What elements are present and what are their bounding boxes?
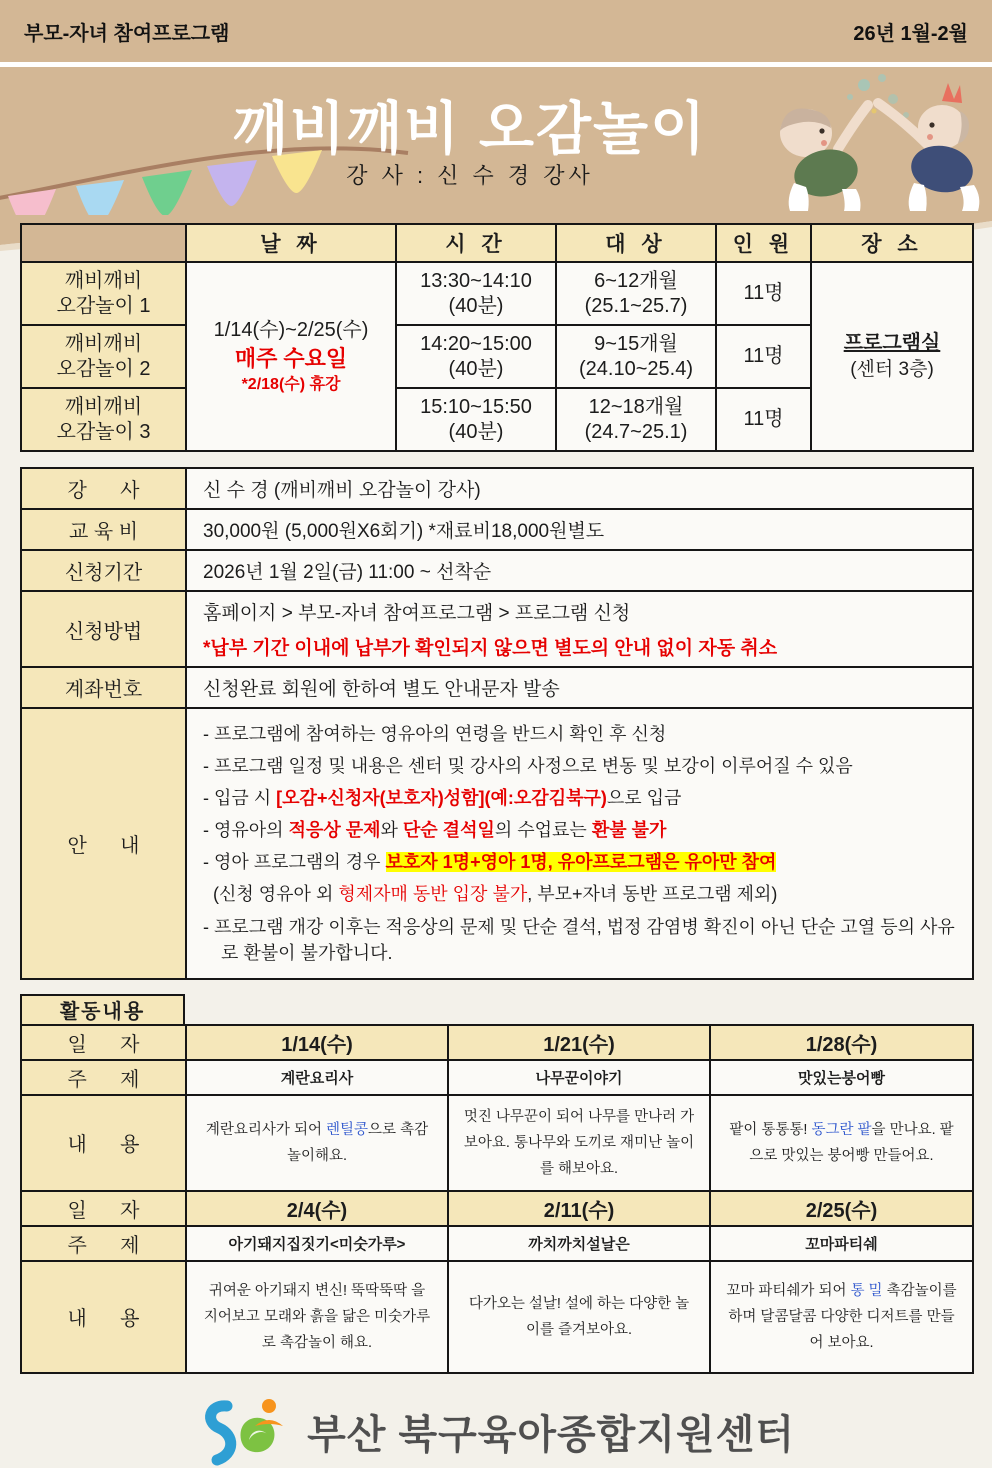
activity-date: 2/25(수) xyxy=(710,1191,973,1226)
time-cell-2: 14:20~15:00 (40분) xyxy=(396,325,556,388)
method-warning: *납부 기간 이내에 납부가 확인되지 않으면 별도의 안내 없이 자동 취소 xyxy=(203,638,778,659)
info-row-fee xyxy=(21,509,973,550)
capacity-cell-2: 11명 xyxy=(716,325,811,388)
info-row-period xyxy=(21,550,973,591)
top-bar xyxy=(0,0,992,62)
activity-topic: 꼬마파티쉐 xyxy=(710,1226,973,1261)
activity-date: 1/21(수) xyxy=(448,1025,710,1060)
label-date-1: 일 자 xyxy=(21,1025,186,1060)
label-notice: 안 내 xyxy=(21,708,186,979)
activity-content: 꼬마 파티쉐가 되어 통 밀 촉감놀이를 하며 달콤달콤 다양한 디저트를 만들어 보아요. xyxy=(710,1261,973,1373)
center-logo-icon xyxy=(197,1396,293,1468)
time-cell-3: 15:10~15:50 (40분) xyxy=(396,388,556,451)
value-method xyxy=(186,591,973,667)
class-name-2: 깨비깨비 오감놀이 2 xyxy=(21,325,186,388)
date-range: 1/14(수)~2/25(수) xyxy=(213,319,369,342)
activity-date: 2/11(수) xyxy=(448,1191,710,1226)
value-account: 신청완료 회원에 한하여 별도 안내문자 발송 xyxy=(186,667,973,708)
activity-content: 멋진 나무꾼이 되어 나무를 만나러 가보아요. 통나무와 도끼로 재미난 놀이를 해보아요. xyxy=(448,1095,710,1191)
no-class-note: *2/18(수) 휴강 xyxy=(241,375,341,393)
capacity-cell-3: 11명 xyxy=(716,388,811,451)
notice-cell xyxy=(186,708,973,979)
schedule-header-capacity: 인 원 xyxy=(716,224,811,262)
value-period: 2026년 1월 2일(금) 11:00 ~ 선착순 xyxy=(186,550,973,591)
activity-date: 1/14(수) xyxy=(186,1025,448,1060)
label-account: 계좌번호 xyxy=(21,667,186,708)
label-topic-1: 주 제 xyxy=(21,1060,186,1095)
value-fee: 30,000원 (5,000원X6회기) *재료비18,000원별도 xyxy=(186,509,973,550)
method-path: 홈페이지 > 부모-자녀 참여프로그램 > 프로그램 신청 xyxy=(203,603,631,624)
label-period: 신청기간 xyxy=(21,550,186,591)
schedule-header-date: 날 짜 xyxy=(186,224,396,262)
schedule-header-blank xyxy=(21,224,186,262)
schedule-header-time: 시 간 xyxy=(396,224,556,262)
activity-topic: 맛있는붕어빵 xyxy=(710,1060,973,1095)
period-label: 26년 1월-2월 xyxy=(853,22,968,45)
label-content-1: 내 용 xyxy=(21,1095,186,1191)
activity-content: 다가오는 설날! 설에 하는 다양한 놀이를 즐겨보아요. xyxy=(448,1261,710,1373)
activity-date: 1/28(수) xyxy=(710,1025,973,1060)
activity-contents-row-1 xyxy=(21,1095,973,1191)
notice-line: - 영아 프로그램의 경우 보호자 1명+영아 1명, 유아프로그램은 유아만 참여 xyxy=(203,852,777,873)
schedule-row-1 xyxy=(21,262,973,325)
notice-line: (신청 영유아 외 형제자매 동반 입장 불가, 부모+자녀 동반 프로그램 제외) xyxy=(203,884,778,905)
schedule-header-place: 장 소 xyxy=(811,224,973,262)
weekly-note: 매주 수요일 xyxy=(234,346,348,372)
activity-dates-row-1 xyxy=(21,1025,973,1060)
activity-topic: 나무꾼이야기 xyxy=(448,1060,710,1095)
activity-topics-row-1 xyxy=(21,1060,973,1095)
class-name-1: 깨비깨비 오감놀이 1 xyxy=(21,262,186,325)
footer xyxy=(0,1396,992,1468)
banner xyxy=(0,67,992,217)
activity-date: 2/4(수) xyxy=(186,1191,448,1226)
activity-topic: 아기돼지집짓기<미숫가루> xyxy=(186,1226,448,1261)
activity-title: 활동내용 xyxy=(20,994,185,1026)
date-cell xyxy=(186,262,396,451)
label-fee: 교 육 비 xyxy=(21,509,186,550)
program-category: 부모-자녀 참여프로그램 xyxy=(24,22,230,45)
target-cell-2: 9~15개월 (24.10~25.4) xyxy=(556,325,716,388)
target-cell-1: 6~12개월 (25.1~25.7) xyxy=(556,262,716,325)
label-method: 신청방법 xyxy=(21,591,186,667)
value-instructor: 신 수 경 (깨비깨비 오감놀이 강사) xyxy=(186,468,973,509)
info-row-account xyxy=(21,667,973,708)
label-date-2: 일 자 xyxy=(21,1191,186,1226)
place-floor: (센터 3층) xyxy=(850,359,934,381)
notice-line: - 프로그램에 참여하는 영유아의 연령을 반드시 확인 후 신청 xyxy=(203,724,667,744)
notice-line: - 영유아의 적응상 문제와 단순 결석일의 수업료는 환불 불가 xyxy=(203,820,667,841)
activity-topics-row-2 xyxy=(21,1226,973,1261)
schedule-header-target: 대 상 xyxy=(556,224,716,262)
info-row-method xyxy=(21,591,973,667)
activity-content: 팥이 통통통! 동그란 팥을 만나요. 팥으로 맛있는 붕어빵 만들어요. xyxy=(710,1095,973,1191)
activity-topic: 계란요리사 xyxy=(186,1060,448,1095)
babies-illustration xyxy=(746,71,986,213)
activity-content: 계란요리사가 되어 렌틸콩으로 촉감놀이해요. xyxy=(186,1095,448,1191)
org-name: 부산 북구육아종합지원센터 xyxy=(307,1413,795,1458)
notice-line: - 입금 시 [오감+신청자(보호자)성함](예:오감김북구)으로 입금 xyxy=(203,788,682,809)
label-content-2: 내 용 xyxy=(21,1261,186,1373)
activity-dates-row-2 xyxy=(21,1191,973,1226)
activity-topic: 까치까치설날은 xyxy=(448,1226,710,1261)
activity-table xyxy=(20,1024,974,1374)
instructor-line: 강 사 : 신 수 경 강사 xyxy=(346,163,594,188)
info-table xyxy=(20,467,974,980)
place-cell xyxy=(811,262,973,451)
time-cell-1: 13:30~14:10 (40분) xyxy=(396,262,556,325)
schedule-table xyxy=(20,223,974,452)
info-row-instructor xyxy=(21,468,973,509)
label-topic-2: 주 제 xyxy=(21,1226,186,1261)
activity-contents-row-2 xyxy=(21,1261,973,1373)
notice-line: - 프로그램 개강 이후는 적응상의 문제 및 단순 결석, 법정 감염병 확진이 아닌 단순 고열 등의 사유로 환불이 불가합니다. xyxy=(203,916,955,963)
class-name-3: 깨비깨비 오감놀이 3 xyxy=(21,388,186,451)
label-instructor: 강 사 xyxy=(21,468,186,509)
activity-content: 귀여운 아기돼지 변신! 뚝딱뚝딱 을 지어보고 모래와 흙을 닮은 미숫가루로 촉감놀이 해요. xyxy=(186,1261,448,1373)
place-name: 프로그램실 xyxy=(843,332,941,355)
poster-title: 깨비깨비 오감놀이 xyxy=(232,97,708,161)
target-cell-3: 12~18개월 (24.7~25.1) xyxy=(556,388,716,451)
capacity-cell-1: 11명 xyxy=(716,262,811,325)
notice-line: - 프로그램 일정 및 내용은 센터 및 강사의 사정으로 변동 및 보강이 이루어질 수 있음 xyxy=(203,756,853,777)
info-row-notice xyxy=(21,708,973,979)
